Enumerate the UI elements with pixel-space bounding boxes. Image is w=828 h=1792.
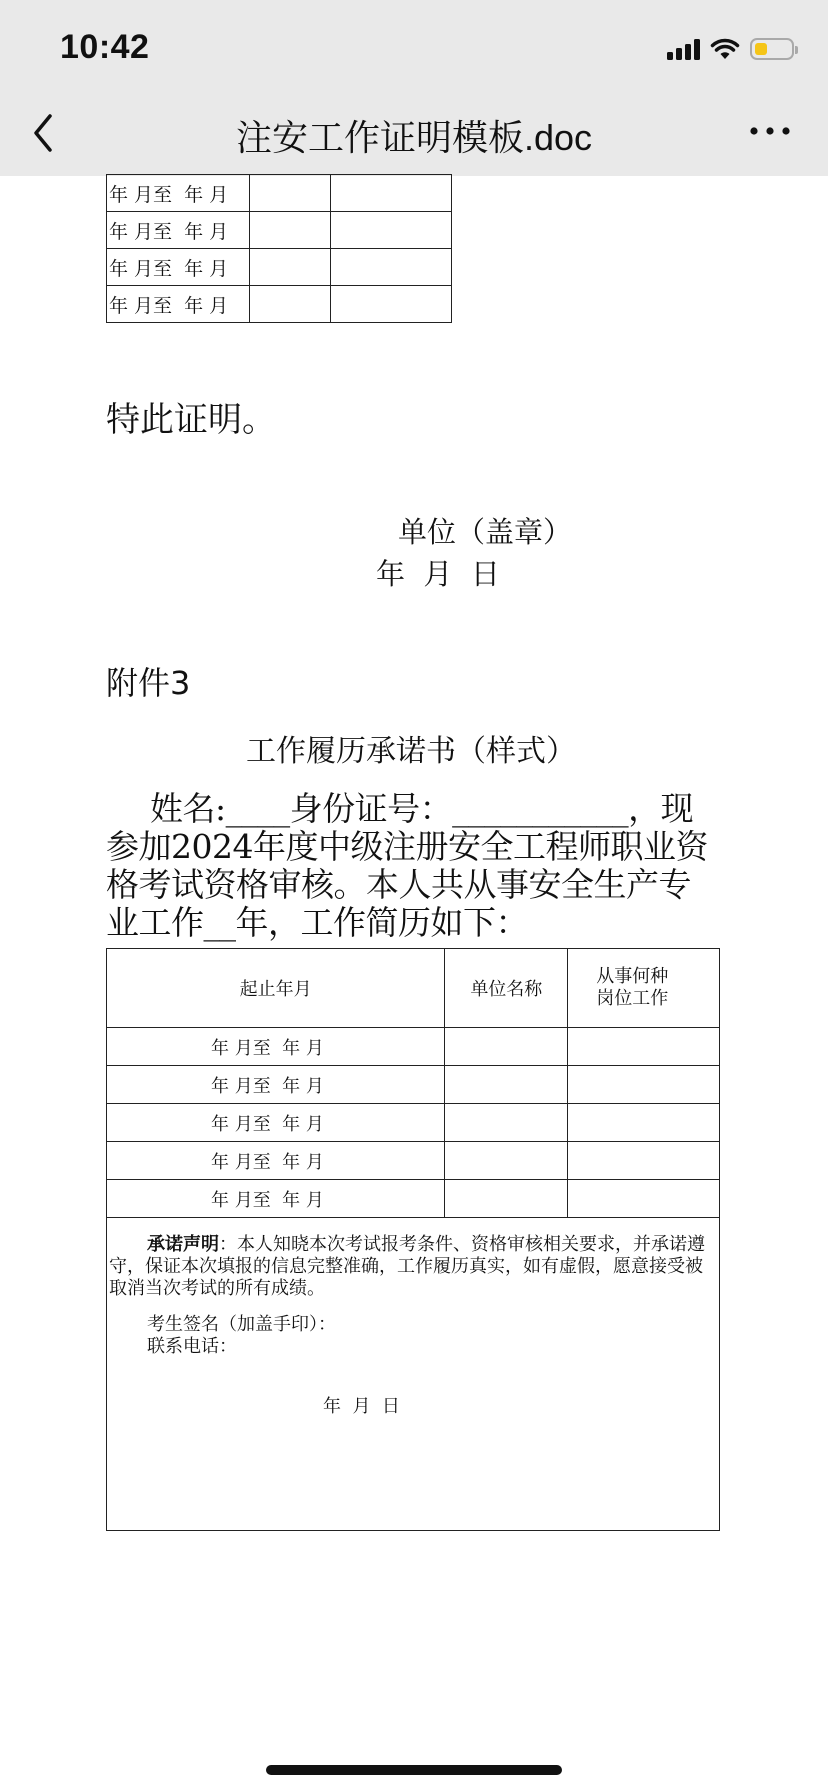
section-heading: 工作履历承诺书（样式）: [246, 734, 576, 769]
table-row: [107, 212, 452, 249]
table-row: [107, 1066, 720, 1104]
work-history-table-top: [106, 174, 452, 323]
period-cell: 年 月至 年 月: [107, 1066, 445, 1104]
period-cell: 年 月至 年 月: [107, 1028, 445, 1066]
header-position-line2: 岗位工作: [596, 988, 669, 1009]
top-bar: [0, 0, 828, 176]
certify-text: 特此证明。: [106, 400, 276, 440]
table-row: [107, 286, 452, 323]
unit-cell: [445, 1066, 568, 1104]
period-cell: 年 月至 年 月: [107, 1180, 445, 1218]
position-cell: [331, 212, 452, 249]
pledge-cell: [107, 1218, 720, 1531]
unit-cell: [445, 1028, 568, 1066]
signature-line: 考生签名（加盖手印）：: [147, 1314, 336, 1335]
pledge-body: ：本人知晓本次考试报考条件、资格审核相关要求，并承诺遵守，保证本次填报的信息完整准确，工作履历真实，如有虚假，愿意接受被取消当次考试的所有成绩。: [109, 1234, 705, 1299]
unit-cell: [445, 1180, 568, 1218]
unit-cell: [250, 212, 331, 249]
period-cell: 年 月至 年 月: [107, 286, 250, 323]
cellular-signal-icon: [667, 38, 700, 60]
status-icons: [667, 36, 794, 62]
table-row: [107, 249, 452, 286]
header-period: 起止年月: [107, 949, 445, 1028]
position-cell: [568, 1104, 720, 1142]
chevron-left-icon[interactable]: [24, 108, 64, 158]
period-cell: 年 月至 年 月: [107, 175, 250, 212]
table-row: [107, 1028, 720, 1066]
table-row: [107, 1142, 720, 1180]
position-cell: [331, 286, 452, 323]
header-unit: 单位名称: [445, 949, 568, 1028]
battery-icon: [750, 38, 794, 60]
unit-seal-text: 单位（盖章）: [398, 515, 573, 549]
date-line: 年 月 日: [376, 557, 500, 591]
document-title: 注安工作证明模板.doc: [235, 117, 593, 158]
position-cell: [568, 1180, 720, 1218]
position-cell: [568, 1066, 720, 1104]
unit-cell: [250, 175, 331, 212]
pledge-label: 承诺声明: [147, 1234, 219, 1255]
period-cell: 年 月至 年 月: [107, 249, 250, 286]
unit-cell: [445, 1142, 568, 1180]
pledge-row: [107, 1218, 720, 1531]
more-horizontal-icon[interactable]: [748, 118, 792, 144]
phone-line: 联系电话：: [147, 1336, 237, 1357]
unit-cell: [445, 1104, 568, 1142]
unit-cell: [250, 249, 331, 286]
wifi-icon: [710, 38, 740, 60]
header-position: [568, 949, 720, 1028]
unit-cell: [250, 286, 331, 323]
pledge-statement: [109, 1234, 717, 1300]
table-row: [107, 1180, 720, 1218]
work-history-table: [106, 948, 720, 1531]
position-cell: [331, 175, 452, 212]
position-cell: [331, 249, 452, 286]
table-header-row: [107, 949, 720, 1028]
battery-level: [755, 43, 767, 55]
position-cell: [568, 1142, 720, 1180]
status-time: 10:42: [60, 28, 150, 66]
document-view[interactable]: [0, 176, 828, 1792]
table-row: [107, 175, 452, 212]
home-indicator[interactable]: [266, 1765, 562, 1775]
pledge-date: 年 月 日: [323, 1396, 400, 1417]
period-cell: 年 月至 年 月: [107, 1104, 445, 1142]
table-row: [107, 1104, 720, 1142]
position-cell: [568, 1028, 720, 1066]
attachment-label: 附件3: [106, 664, 191, 702]
period-cell: 年 月至 年 月: [107, 212, 250, 249]
period-cell: 年 月至 年 月: [107, 1142, 445, 1180]
pledge-intro-paragraph: 姓名:____身份证号：___________，现参加2024年度中级注册安全工程师职业资格考试资格审核。本人共从事安全生产专业工作__年，工作简历如下：: [106, 789, 708, 942]
header-position-line1: 从事何种: [596, 966, 669, 987]
